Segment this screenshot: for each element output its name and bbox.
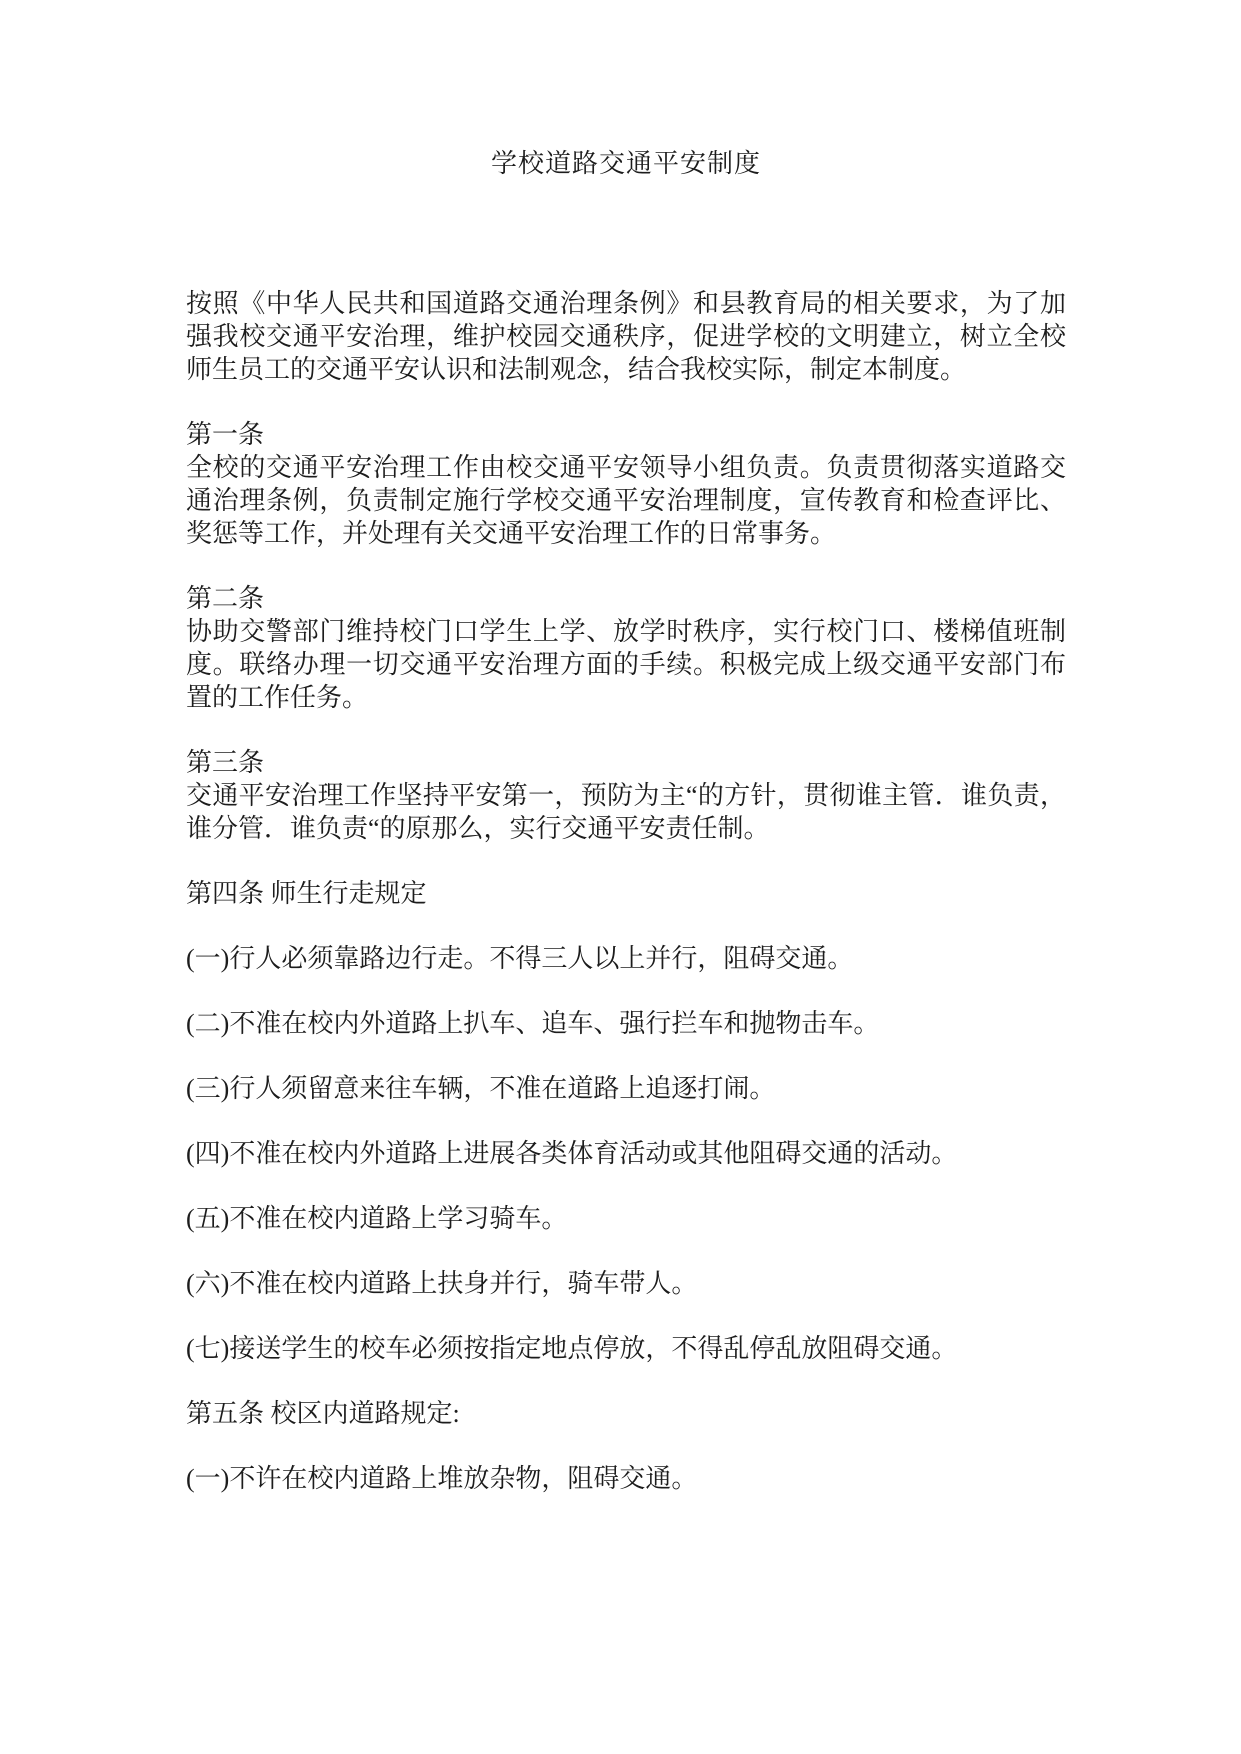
document-body: [186, 287, 1066, 1495]
article-heading: [186, 1397, 1066, 1430]
paragraph-text: (二)不准在校内外道路上扒车、追车、强行拦车和抛物击车。: [186, 1009, 880, 1038]
list-item: [186, 1462, 1066, 1495]
document-title: 学校道路交通平安制度: [490, 149, 761, 178]
list-item: [186, 1267, 1066, 1300]
list-item: [186, 1137, 1066, 1170]
body-paragraph: [186, 287, 1066, 386]
list-item: [186, 1072, 1066, 1105]
paragraph-text: (五)不准在校内道路上学习骑车。: [186, 1204, 568, 1233]
paragraph-text: (七)接送学生的校车必须按指定地点停放，不得乱停乱放阻碍交通。: [186, 1334, 958, 1363]
list-item: [186, 942, 1066, 975]
paragraph-text: 全校的交通平安治理工作由校交通平安领导小组负责。负责贯彻落实道路交通治理条例，负责制定施行学校交通平安治理制度，宣传教育和检查评比、奖惩等工作，并处理有关交通平安治理工作的日常事务。: [186, 453, 1066, 548]
paragraph-text: (一)行人必须靠路边行走。不得三人以上并行，阻碍交通。: [186, 944, 854, 973]
article-paragraph: [186, 418, 1066, 550]
paragraph-text: (四)不准在校内外道路上进展各类体育活动或其他阻碍交通的活动。: [186, 1139, 958, 1168]
article-number: 第一条: [186, 420, 265, 449]
paragraph-text: 第五条 校区内道路规定:: [186, 1399, 460, 1428]
article-number: 第三条: [186, 748, 265, 777]
article-heading: [186, 877, 1066, 910]
article-paragraph: [186, 746, 1066, 845]
paragraph-text: 按照《中华人民共和国道路交通治理条例》和县教育局的相关要求，为了加强我校交通平安治理，维护校园交通秩序，促进学校的文明建立，树立全校师生员工的交通平安认识和法制观念，结合我校实际，制定本制度。: [186, 289, 1066, 384]
article-paragraph: [186, 582, 1066, 714]
article-number: 第二条: [186, 584, 265, 613]
list-item: [186, 1007, 1066, 1040]
paragraph-text: (三)行人须留意来往车辆，不准在道路上追逐打闹。: [186, 1074, 776, 1103]
list-item: [186, 1202, 1066, 1235]
paragraph-text: 第四条 师生行走规定: [186, 879, 427, 908]
paragraph-text: (一)不许在校内道路上堆放杂物，阻碍交通。: [186, 1464, 698, 1493]
paragraph-text: 协助交警部门维持校门口学生上学、放学时秩序，实行校门口、楼梯值班制度。联络办理一切交通平安治理方面的手续。积极完成上级交通平安部门布置的工作任务。: [186, 617, 1066, 712]
paragraph-text: (六)不准在校内道路上扶身并行，骑车带人。: [186, 1269, 698, 1298]
list-item: [186, 1332, 1066, 1365]
paragraph-text: 交通平安治理工作坚持平安第一，预防为主“的方针，贯彻谁主管．谁负责，谁分管．谁负责“的原那么，实行交通平安责任制。: [186, 781, 1066, 843]
